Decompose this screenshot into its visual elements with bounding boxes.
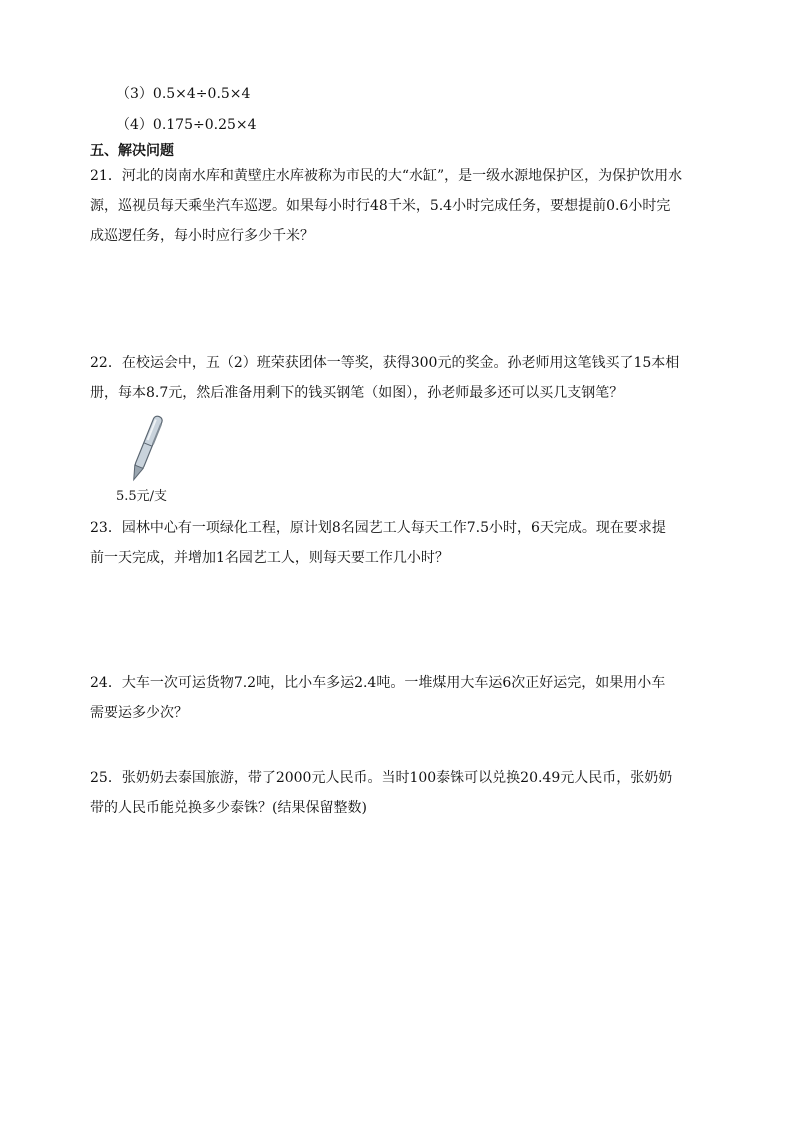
- problem-25-line-1: 25．张奶奶去泰国旅游，带了2000元人民币。当时100泰铢可以兑换20.49元人民币，张奶奶: [90, 770, 673, 786]
- sub-question-4: （4）0.175÷0.25×4: [116, 117, 257, 133]
- section-title: 五、解决问题: [90, 143, 174, 159]
- problem-21-line-1: 21．河北的岗南水库和黄壁庄水库被称为市民的大“水缸”，是一级水源地保护区，为保护饮用水: [90, 168, 683, 184]
- problem-22-line-2: 册，每本8.7元，然后准备用剩下的钱买钢笔（如图），孙老师最多还可以买几支钢笔？: [90, 385, 624, 401]
- problem-23-line-1: 23．园林中心有一项绿化工程，原计划8名园艺工人每天工作7.5小时，6天完成。现在要求提: [90, 520, 666, 536]
- problem-21-line-2: 源，巡视员每天乘坐汽车巡逻。如果每小时行48千米，5.4小时完成任务，要想提前0.6小时完: [90, 198, 671, 214]
- problem-21-line-3: 成巡逻任务，每小时应行多少千米？: [90, 228, 314, 244]
- problem-22-line-1: 22．在校运会中，五（2）班荣获团体一等奖，获得300元的奖金。孙老师用这笔钱买了15本相: [90, 355, 680, 371]
- problem-24-line-2: 需要运多少次？: [90, 705, 188, 721]
- problem-24-line-1: 24．大车一次可运货物7.2吨，比小车多运2.4吨。一堆煤用大车运6次正好运完，如果用小车: [90, 675, 666, 691]
- pen-icon: [116, 410, 176, 485]
- problem-25-line-2: 带的人民币能兑换多少泰铢？(结果保留整数): [90, 800, 367, 816]
- pen-price-label: 5.5元/支: [116, 489, 168, 504]
- problem-23-line-2: 前一天完成，并增加1名园艺工人，则每天要工作几小时？: [90, 550, 449, 566]
- sub-question-3: （3）0.5×4÷0.5×4: [116, 86, 251, 102]
